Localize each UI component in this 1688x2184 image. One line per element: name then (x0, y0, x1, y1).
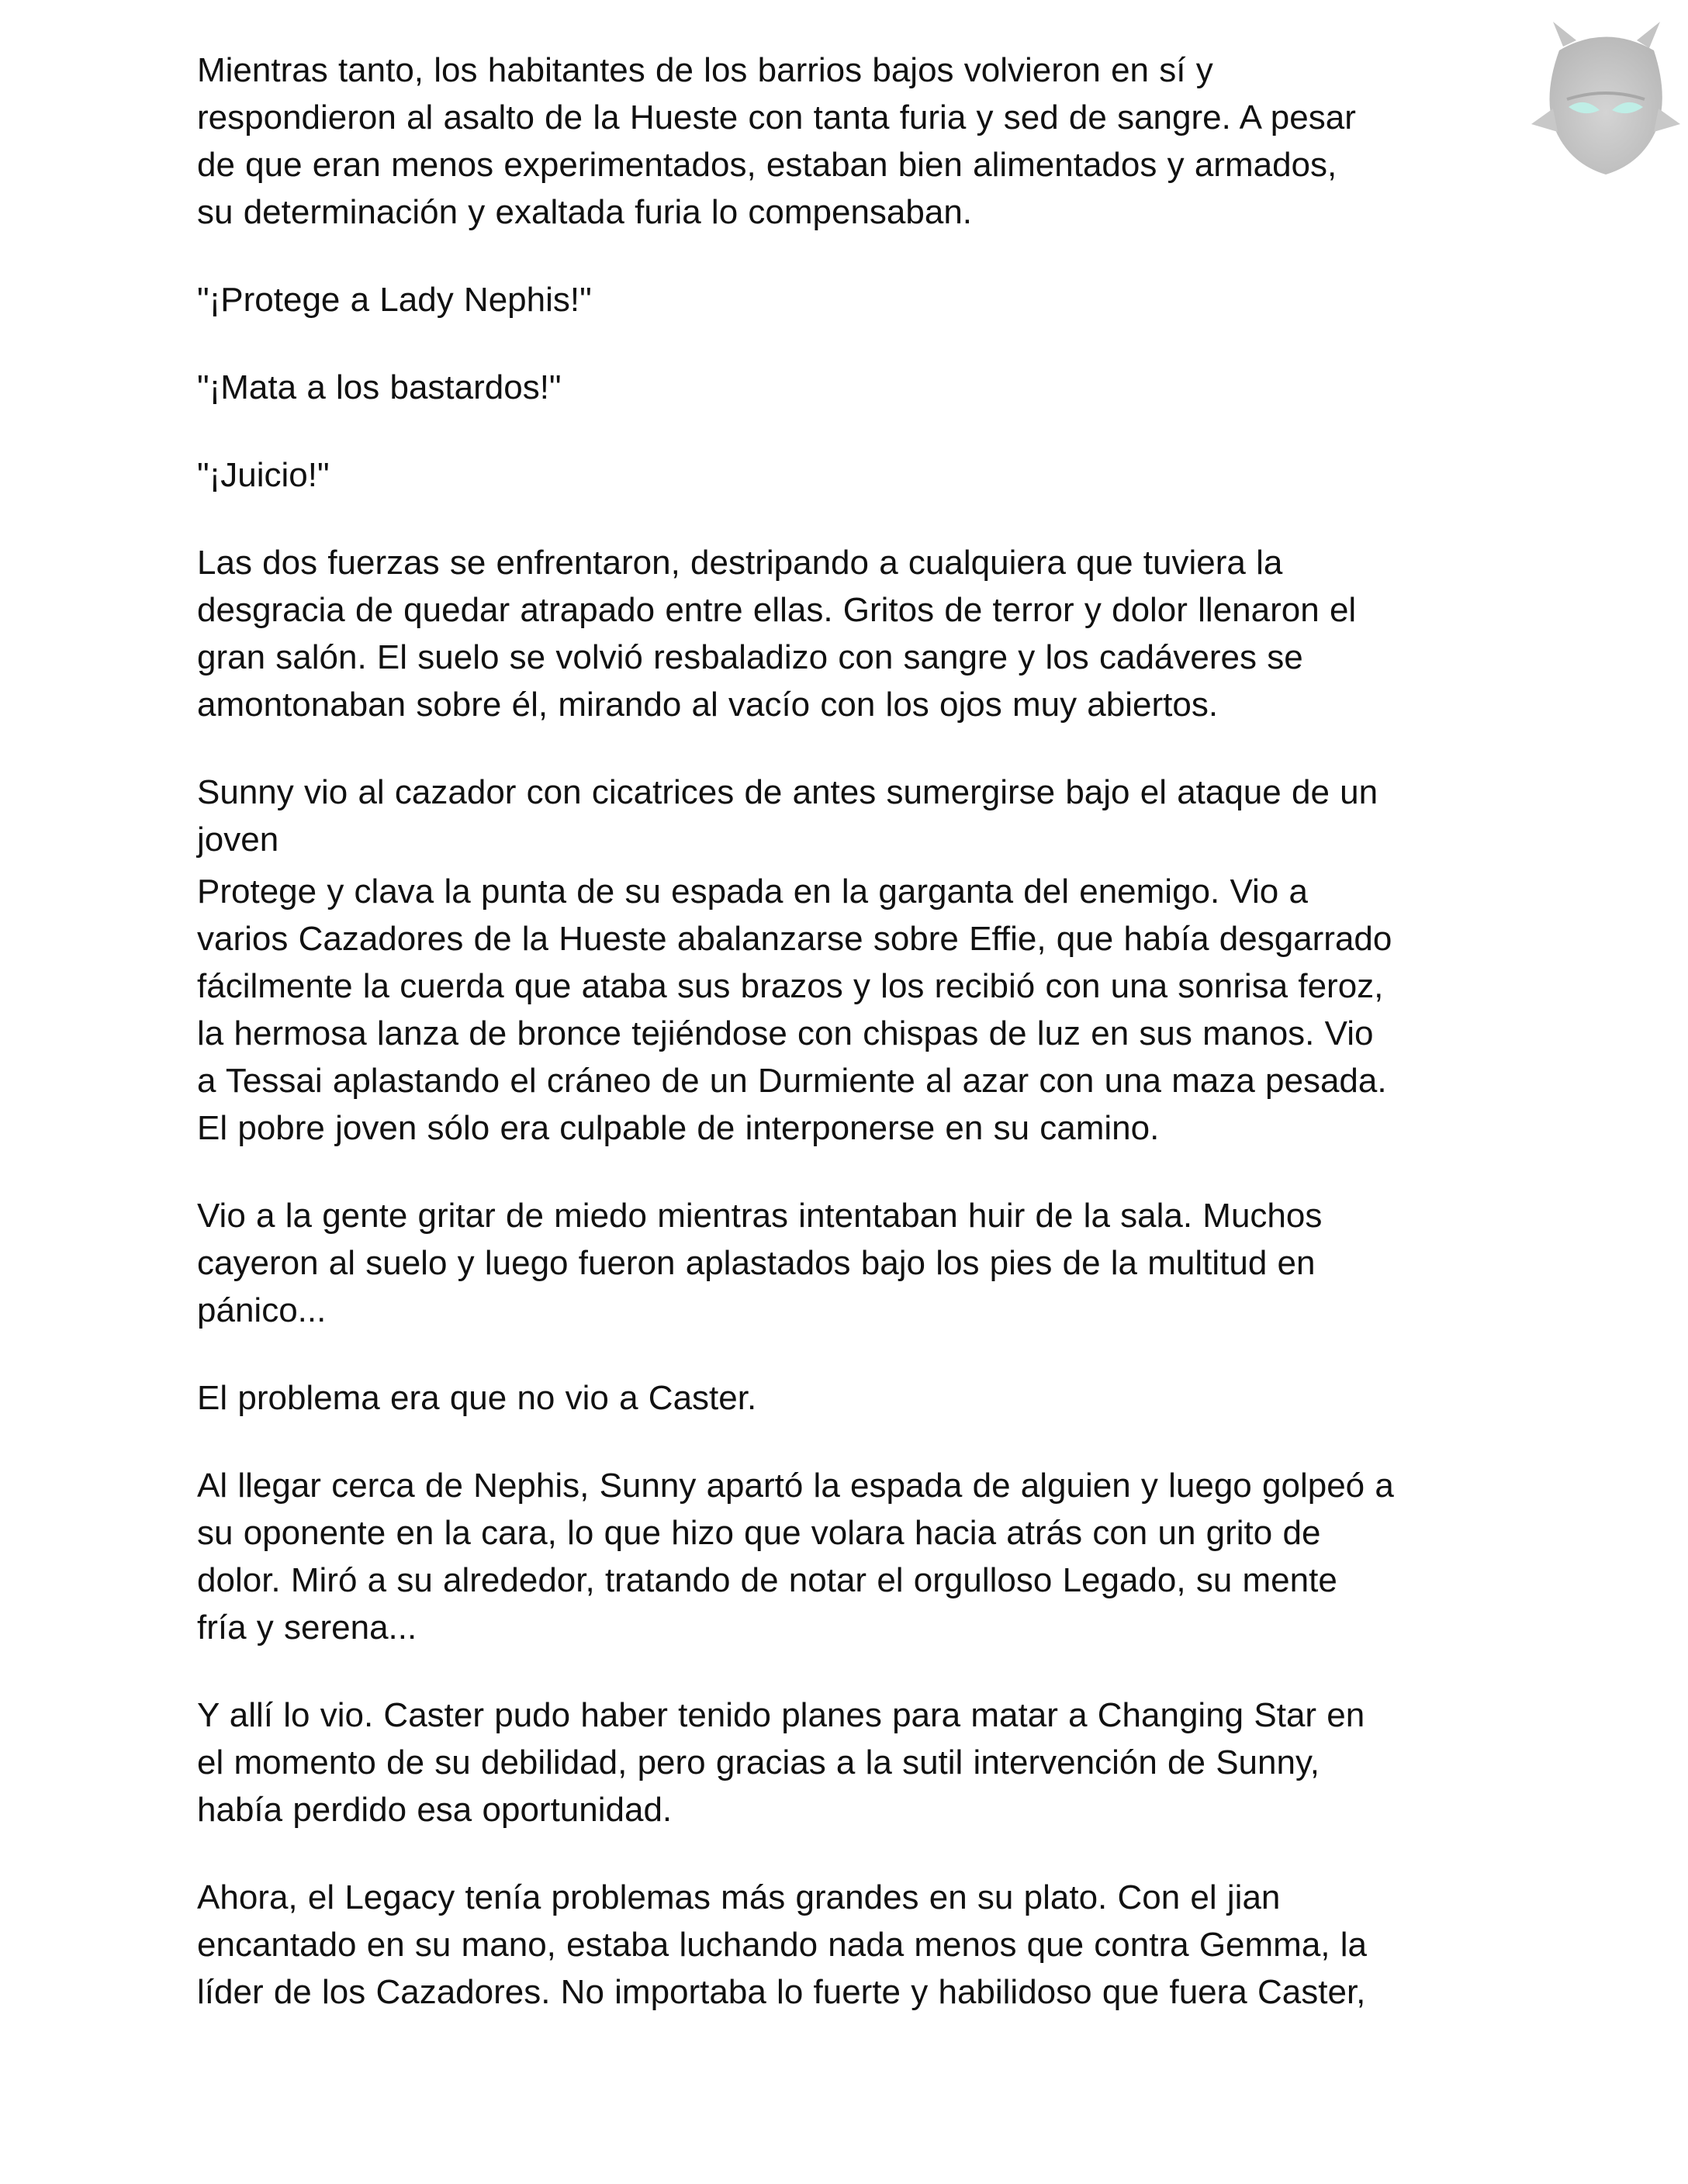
text-line: desgracia de quedar atrapado entre ellas. Gritos de terror y dolor llenaron el (197, 591, 1357, 629)
text-line: Mientras tanto, los habitantes de los barrios bajos volvieron en sí y (197, 51, 1213, 89)
text-line: fría y serena... (197, 1609, 417, 1647)
document-body (197, 47, 1516, 2056)
paragraph-8 (197, 1874, 1516, 2016)
text-line: de que eran menos experimentados, estaban bien alimentados y armados, (197, 146, 1337, 184)
paragraph-4 (197, 1192, 1516, 1334)
text-line: Sunny vio al cazador con cicatrices de antes sumergirse bajo el ataque de un (197, 773, 1378, 811)
paragraph-3a (197, 769, 1516, 863)
paragraph-3b (197, 868, 1516, 1152)
paragraph-1 (197, 47, 1516, 236)
text-line: Y allí lo vio. Caster pudo haber tenido planes para matar a Changing Star en (197, 1696, 1365, 1734)
dialogue-mata (197, 364, 1516, 411)
paragraph-5 (197, 1374, 1516, 1422)
text-line: joven (197, 821, 279, 859)
text-line: encantado en su mano, estaba luchando nada menos que contra Gemma, la (197, 1926, 1367, 1964)
text-line: "¡Mata a los bastardos!" (197, 368, 562, 406)
text-line: cayeron al suelo y luego fueron aplastados bajo los pies de la multitud en (197, 1244, 1316, 1282)
text-line: Al llegar cerca de Nephis, Sunny apartó la espada de alguien y luego golpeó a (197, 1467, 1394, 1505)
text-line: había perdido esa oportunidad. (197, 1791, 673, 1829)
dialogue-juicio (197, 451, 1516, 499)
text-line: Ahora, el Legacy tenía problemas más grandes en su plato. Con el jian (197, 1878, 1281, 1916)
text-line: Vio a la gente gritar de miedo mientras intentaban huir de la sala. Muchos (197, 1197, 1323, 1235)
paragraph-7 (197, 1692, 1516, 1833)
text-line: gran salón. El suelo se volvió resbaladizo con sangre y los cadáveres se (197, 638, 1303, 676)
text-line: El problema era que no vio a Caster. (197, 1379, 757, 1417)
text-line: Las dos fuerzas se enfrentaron, destripando a cualquiera que tuviera la (197, 544, 1283, 582)
text-line: varios Cazadores de la Hueste abalanzarse sobre Effie, que había desgarrado (197, 920, 1392, 958)
demon-head-icon (1528, 16, 1683, 186)
text-line: el momento de su debilidad, pero gracias a la sutil intervención de Sunny, (197, 1743, 1320, 1781)
text-line: su oponente en la cara, lo que hizo que volara hacia atrás con un grito de (197, 1514, 1321, 1552)
text-line: la hermosa lanza de bronce tejiéndose con chispas de luz en sus manos. Vio (197, 1014, 1374, 1052)
dialogue-protege (197, 276, 1516, 323)
text-line: Protege y clava la punta de su espada en la garganta del enemigo. Vio a (197, 873, 1308, 911)
text-line: pánico... (197, 1291, 327, 1329)
text-line: "¡Juicio!" (197, 456, 330, 494)
text-line: su determinación y exaltada furia lo compensaban. (197, 193, 973, 231)
text-line: amontonaban sobre él, mirando al vacío con los ojos muy abiertos. (197, 686, 1219, 724)
paragraph-2 (197, 539, 1516, 728)
paragraph-6 (197, 1462, 1516, 1651)
text-line: respondieron al asalto de la Hueste con tanta furia y sed de sangre. A pesar (197, 98, 1356, 136)
text-line: El pobre joven sólo era culpable de interponerse en su camino. (197, 1109, 1160, 1147)
text-line: "¡Protege a Lady Nephis!" (197, 281, 592, 319)
text-line: a Tessai aplastando el cráneo de un Durmiente al azar con una maza pesada. (197, 1062, 1387, 1100)
text-line: dolor. Miró a su alrededor, tratando de notar el orgulloso Legado, su mente (197, 1561, 1337, 1599)
text-line: líder de los Cazadores. No importaba lo fuerte y habilidoso que fuera Caster, (197, 1973, 1366, 2011)
text-line: fácilmente la cuerda que ataba sus brazos y los recibió con una sonrisa feroz, (197, 967, 1384, 1005)
